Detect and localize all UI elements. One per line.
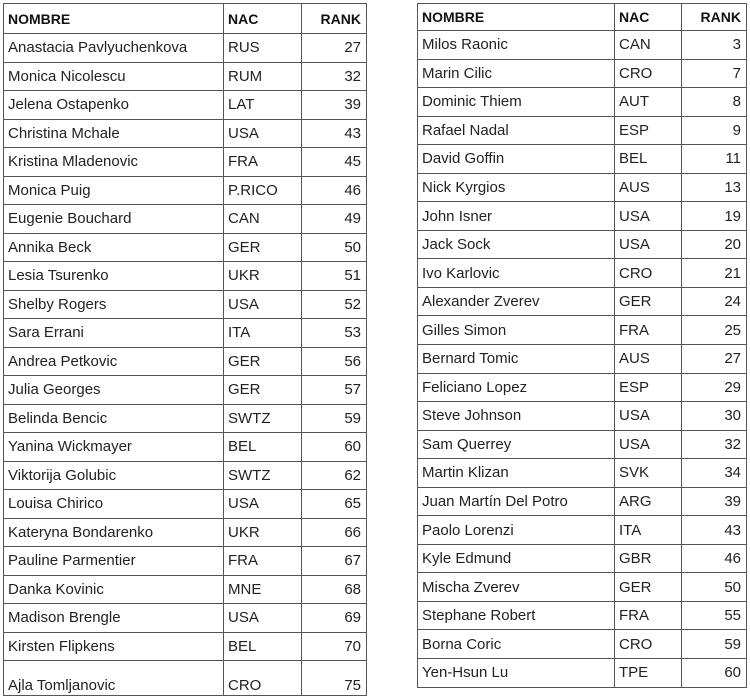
rank-cell: 59: [682, 630, 747, 659]
player-name-cell: Mischa Zverev: [418, 573, 615, 602]
table-row: [418, 459, 747, 488]
nationality-cell: GER: [615, 573, 682, 602]
rank-cell: 27: [302, 34, 367, 63]
nationality-cell: FRA: [224, 547, 302, 576]
nationality-cell: CRO: [615, 59, 682, 88]
nationality-cell: AUS: [615, 173, 682, 202]
table-row: [4, 347, 367, 376]
rank-cell: 29: [682, 373, 747, 402]
nationality-cell: USA: [224, 490, 302, 519]
rank-cell: 52: [302, 290, 367, 319]
men-ranking-table: [417, 3, 747, 688]
table-row: [4, 290, 367, 319]
nationality-cell: SWTZ: [224, 461, 302, 490]
table-row: [418, 230, 747, 259]
table-row: [4, 119, 367, 148]
player-name-cell: Andrea Petkovic: [4, 347, 224, 376]
table-row: [4, 148, 367, 177]
nationality-cell: GER: [224, 347, 302, 376]
player-name-cell: Ajla Tomljanovic: [4, 661, 224, 696]
header-nationality: NAC: [615, 4, 682, 31]
header-nationality: NAC: [224, 4, 302, 34]
table-row: [418, 373, 747, 402]
player-name-cell: Monica Puig: [4, 176, 224, 205]
nationality-cell: USA: [224, 119, 302, 148]
rank-cell: 53: [302, 319, 367, 348]
table-row: [4, 604, 367, 633]
table-row: [418, 516, 747, 545]
table-row: [418, 544, 747, 573]
player-name-cell: Yanina Wickmayer: [4, 433, 224, 462]
player-name-cell: Dominic Thiem: [418, 88, 615, 117]
rank-cell: 43: [682, 516, 747, 545]
player-name-cell: Gilles Simon: [418, 316, 615, 345]
player-name-cell: Juan Martín Del Potro: [418, 487, 615, 516]
player-name-cell: David Goffin: [418, 145, 615, 174]
table-row: [4, 376, 367, 405]
player-name-cell: Borna Coric: [418, 630, 615, 659]
table-row: [418, 116, 747, 145]
nationality-cell: P.RICO: [224, 176, 302, 205]
rank-cell: 7: [682, 59, 747, 88]
player-name-cell: Rafael Nadal: [418, 116, 615, 145]
nationality-cell: USA: [615, 230, 682, 259]
player-name-cell: Feliciano Lopez: [418, 373, 615, 402]
player-name-cell: Jack Sock: [418, 230, 615, 259]
player-name-cell: Monica Nicolescu: [4, 62, 224, 91]
nationality-cell: FRA: [224, 148, 302, 177]
table-row: [418, 202, 747, 231]
rank-cell: 30: [682, 402, 747, 431]
table-row: [4, 575, 367, 604]
rank-cell: 39: [302, 91, 367, 120]
player-name-cell: Danka Kovinic: [4, 575, 224, 604]
player-name-cell: Yen-Hsun Lu: [418, 659, 615, 688]
nationality-cell: SVK: [615, 459, 682, 488]
nationality-cell: USA: [615, 402, 682, 431]
player-name-cell: Sara Errani: [4, 319, 224, 348]
player-name-cell: Stephane Robert: [418, 601, 615, 630]
player-name-cell: Kateryna Bondarenko: [4, 518, 224, 547]
nationality-cell: CRO: [615, 630, 682, 659]
header-rank: RANK: [682, 4, 747, 31]
nationality-cell: ESP: [615, 373, 682, 402]
nationality-cell: USA: [615, 202, 682, 231]
rank-cell: 34: [682, 459, 747, 488]
rank-cell: 67: [302, 547, 367, 576]
rank-cell: 60: [302, 433, 367, 462]
table-row: [4, 34, 367, 63]
rank-cell: 62: [302, 461, 367, 490]
table-row: [418, 659, 747, 688]
nationality-cell: USA: [224, 290, 302, 319]
rank-cell: 46: [302, 176, 367, 205]
table-row: [4, 461, 367, 490]
table-row: [418, 601, 747, 630]
player-name-cell: Milos Raonic: [418, 31, 615, 60]
rank-cell: 70: [302, 632, 367, 661]
table-row: [418, 345, 747, 374]
nationality-cell: UKR: [224, 518, 302, 547]
rank-cell: 8: [682, 88, 747, 117]
nationality-cell: UKR: [224, 262, 302, 291]
nationality-cell: AUT: [615, 88, 682, 117]
player-name-cell: Lesia Tsurenko: [4, 262, 224, 291]
nationality-cell: CAN: [615, 31, 682, 60]
rank-cell: 13: [682, 173, 747, 202]
nationality-cell: CRO: [615, 259, 682, 288]
player-name-cell: Martin Klizan: [418, 459, 615, 488]
table-row: [418, 573, 747, 602]
rank-cell: 46: [682, 544, 747, 573]
rank-cell: 32: [302, 62, 367, 91]
table-header-row: [418, 4, 747, 31]
player-name-cell: Belinda Bencic: [4, 404, 224, 433]
nationality-cell: ARG: [615, 487, 682, 516]
rank-cell: 43: [302, 119, 367, 148]
player-name-cell: Julia Georges: [4, 376, 224, 405]
rank-cell: 50: [302, 233, 367, 262]
table-row: [418, 316, 747, 345]
rank-cell: 9: [682, 116, 747, 145]
nationality-cell: ITA: [615, 516, 682, 545]
player-name-cell: Viktorija Golubic: [4, 461, 224, 490]
player-name-cell: Christina Mchale: [4, 119, 224, 148]
player-name-cell: Sam Querrey: [418, 430, 615, 459]
rank-cell: 3: [682, 31, 747, 60]
nationality-cell: RUS: [224, 34, 302, 63]
rank-cell: 39: [682, 487, 747, 516]
rank-cell: 49: [302, 205, 367, 234]
nationality-cell: ITA: [224, 319, 302, 348]
nationality-cell: GER: [224, 233, 302, 262]
table-row: [418, 430, 747, 459]
table-row: [4, 632, 367, 661]
player-name-cell: Marin Cilic: [418, 59, 615, 88]
rank-cell: 11: [682, 145, 747, 174]
header-name: NOMBRE: [4, 4, 224, 34]
player-name-cell: Anastacia Pavlyuchenkova: [4, 34, 224, 63]
women-table-body: [4, 34, 367, 696]
nationality-cell: CAN: [224, 205, 302, 234]
player-name-cell: Paolo Lorenzi: [418, 516, 615, 545]
rank-cell: 20: [682, 230, 747, 259]
player-name-cell: Nick Kyrgios: [418, 173, 615, 202]
rank-cell: 50: [682, 573, 747, 602]
player-name-cell: Kyle Edmund: [418, 544, 615, 573]
nationality-cell: AUS: [615, 345, 682, 374]
rank-cell: 32: [682, 430, 747, 459]
table-row: [4, 319, 367, 348]
nationality-cell: BEL: [224, 433, 302, 462]
table-row: [418, 31, 747, 60]
nationality-cell: GER: [615, 287, 682, 316]
player-name-cell: Pauline Parmentier: [4, 547, 224, 576]
nationality-cell: TPE: [615, 659, 682, 688]
table-row: [4, 262, 367, 291]
rank-cell: 19: [682, 202, 747, 231]
nationality-cell: BEL: [224, 632, 302, 661]
rank-cell: 51: [302, 262, 367, 291]
nationality-cell: GBR: [615, 544, 682, 573]
rank-cell: 56: [302, 347, 367, 376]
rank-cell: 45: [302, 148, 367, 177]
player-name-cell: Bernard Tomic: [418, 345, 615, 374]
nationality-cell: FRA: [615, 316, 682, 345]
table-row: [418, 487, 747, 516]
rank-cell: 68: [302, 575, 367, 604]
player-name-cell: Alexander Zverev: [418, 287, 615, 316]
women-ranking-table: [3, 3, 367, 696]
rank-cell: 24: [682, 287, 747, 316]
table-row: [418, 88, 747, 117]
nationality-cell: SWTZ: [224, 404, 302, 433]
table-row: [4, 518, 367, 547]
table-row: [4, 176, 367, 205]
table-row: [418, 402, 747, 431]
player-name-cell: Madison Brengle: [4, 604, 224, 633]
table-row: [4, 490, 367, 519]
table-row: [418, 59, 747, 88]
table-row: [4, 91, 367, 120]
player-name-cell: Eugenie Bouchard: [4, 205, 224, 234]
table-row: [4, 233, 367, 262]
player-name-cell: John Isner: [418, 202, 615, 231]
nationality-cell: GER: [224, 376, 302, 405]
table-row: [418, 145, 747, 174]
table-row: [418, 259, 747, 288]
table-row: [418, 173, 747, 202]
table-header-row: [4, 4, 367, 34]
table-row: [418, 630, 747, 659]
nationality-cell: LAT: [224, 91, 302, 120]
table-row: [418, 287, 747, 316]
table-row: [4, 404, 367, 433]
player-name-cell: Annika Beck: [4, 233, 224, 262]
table-row: [4, 433, 367, 462]
table-row: [4, 205, 367, 234]
table-row: [4, 661, 367, 696]
men-table-body: [418, 31, 747, 688]
player-name-cell: Louisa Chirico: [4, 490, 224, 519]
rank-cell: 57: [302, 376, 367, 405]
nationality-cell: ESP: [615, 116, 682, 145]
nationality-cell: USA: [224, 604, 302, 633]
rank-cell: 27: [682, 345, 747, 374]
nationality-cell: BEL: [615, 145, 682, 174]
player-name-cell: Steve Johnson: [418, 402, 615, 431]
rank-cell: 65: [302, 490, 367, 519]
nationality-cell: CRO: [224, 661, 302, 696]
rank-cell: 75: [302, 661, 367, 696]
rank-cell: 59: [302, 404, 367, 433]
rank-cell: 55: [682, 601, 747, 630]
table-row: [4, 62, 367, 91]
rank-cell: 69: [302, 604, 367, 633]
nationality-cell: RUM: [224, 62, 302, 91]
nationality-cell: USA: [615, 430, 682, 459]
header-rank: RANK: [302, 4, 367, 34]
header-name: NOMBRE: [418, 4, 615, 31]
table-row: [4, 547, 367, 576]
player-name-cell: Shelby Rogers: [4, 290, 224, 319]
player-name-cell: Jelena Ostapenko: [4, 91, 224, 120]
rank-cell: 25: [682, 316, 747, 345]
rank-cell: 60: [682, 659, 747, 688]
player-name-cell: Kristina Mladenovic: [4, 148, 224, 177]
rank-cell: 66: [302, 518, 367, 547]
player-name-cell: Ivo Karlovic: [418, 259, 615, 288]
nationality-cell: MNE: [224, 575, 302, 604]
rank-cell: 21: [682, 259, 747, 288]
player-name-cell: Kirsten Flipkens: [4, 632, 224, 661]
nationality-cell: FRA: [615, 601, 682, 630]
